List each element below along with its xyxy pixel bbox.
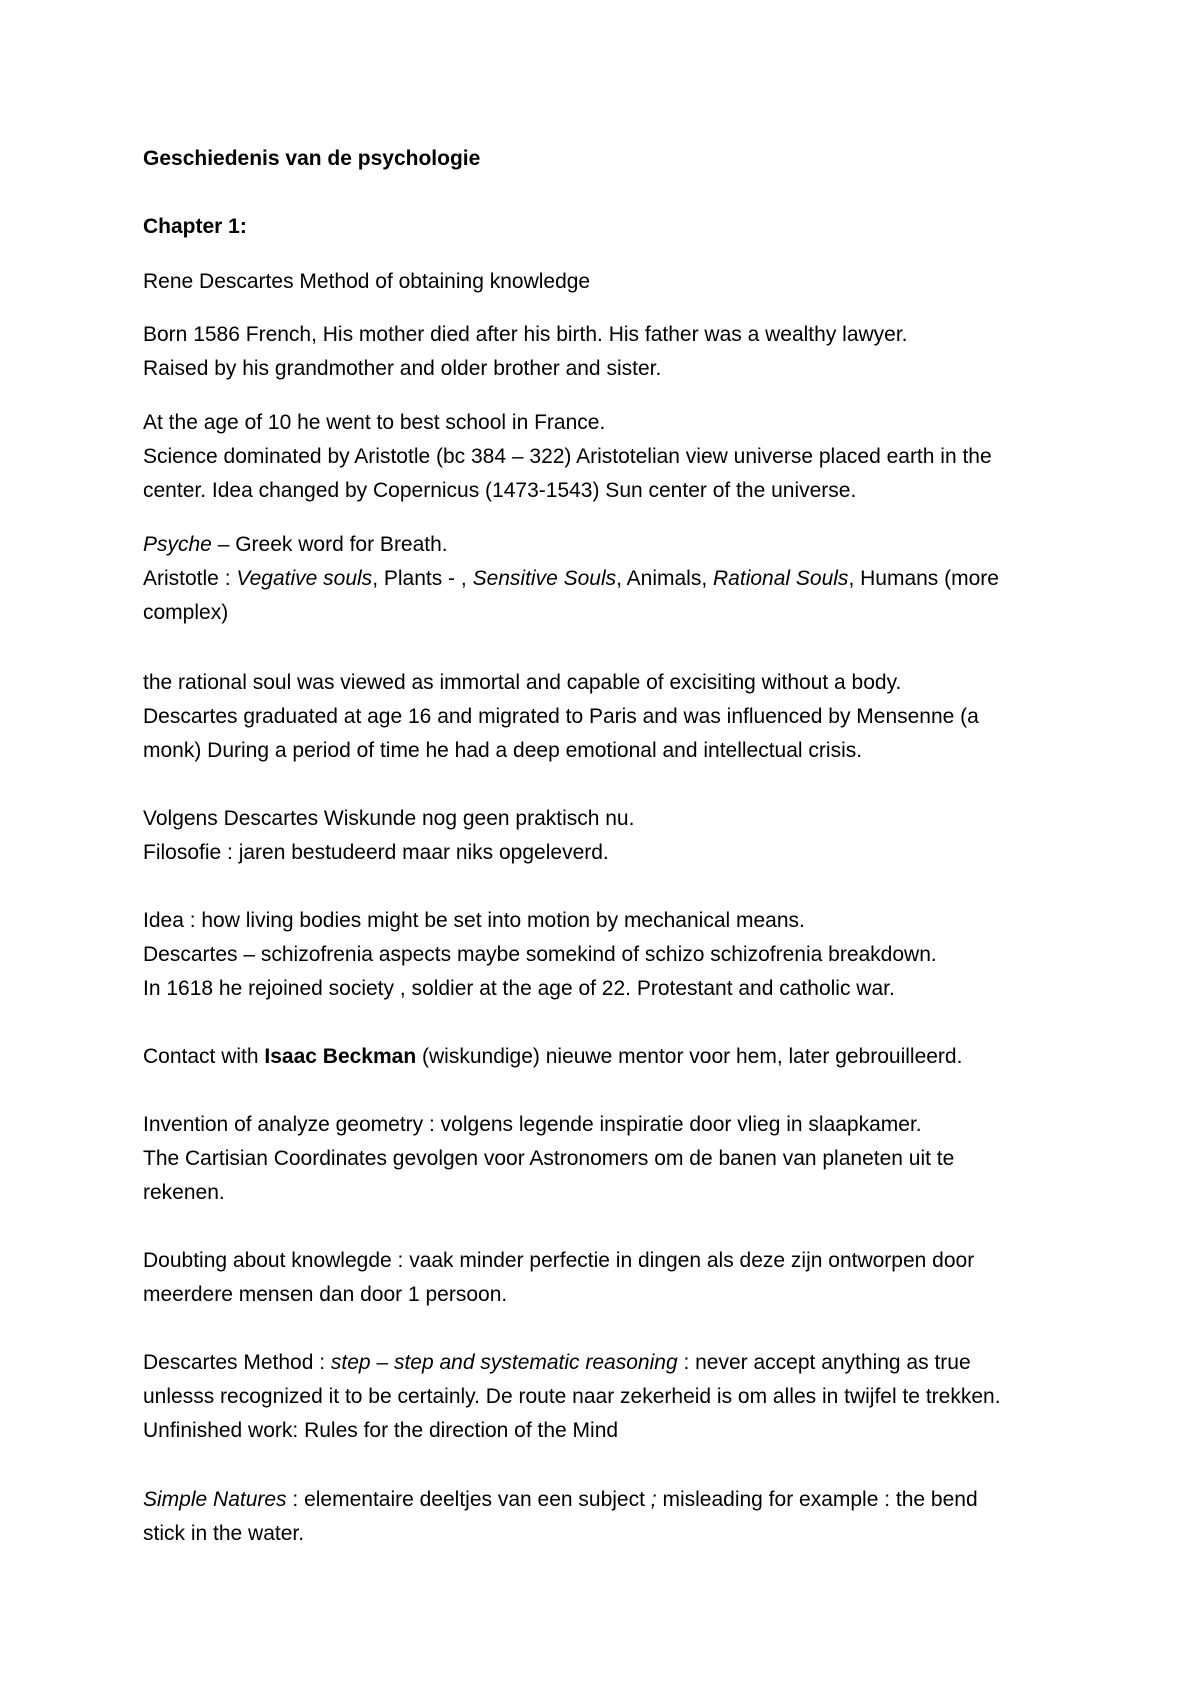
text-run: , Animals, xyxy=(616,567,714,590)
italic-term: Psyche xyxy=(143,533,212,556)
paragraph-line: unlesss recognized it to be certainly. De route naar zekerheid is om alles in twijfel te trekken. xyxy=(143,1385,1001,1408)
paragraph-line xyxy=(143,562,999,596)
paragraph-line: Science dominated by Aristotle (bc 384 – 322) Aristotelian view universe placed earth in the xyxy=(143,445,992,468)
chapter-heading: Chapter 1: xyxy=(143,215,247,238)
paragraph-line xyxy=(143,1483,978,1517)
paragraph-line: In 1618 he rejoined society , soldier at the age of 22. Protestant and catholic war. xyxy=(143,977,895,1000)
paragraph-line: Invention of analyze geometry : volgens legende inspiratie door vlieg in slaapkamer. xyxy=(143,1113,922,1136)
text-run: Aristotle : xyxy=(143,567,237,590)
italic-term: Rational Souls xyxy=(713,567,849,590)
text-run: : never accept anything as true xyxy=(677,1351,971,1374)
paragraph-line: rekenen. xyxy=(143,1181,225,1204)
text-run: (wiskundige) nieuwe mentor voor hem, later gebrouilleerd. xyxy=(416,1045,963,1068)
paragraph-line: stick in the water. xyxy=(143,1522,305,1545)
text-run: – Greek word for Breath. xyxy=(211,533,448,556)
paragraph-line: Descartes – schizofrenia aspects maybe somekind of schizo schizofrenia breakdown. xyxy=(143,943,937,966)
text-run: misleading for example : the bend xyxy=(656,1488,978,1511)
paragraph-line: Idea : how living bodies might be set into motion by mechanical means. xyxy=(143,909,805,932)
paragraph-line: complex) xyxy=(143,601,229,624)
text-run: : elementaire deeltjes van een subject xyxy=(286,1488,651,1511)
paragraph-line xyxy=(143,1040,962,1074)
paragraph-line: the rational soul was viewed as immortal and capable of excisiting without a body. xyxy=(143,671,902,694)
text-run: Contact with xyxy=(143,1045,265,1068)
paragraph-line: Raised by his grandmother and older brother and sister. xyxy=(143,357,662,380)
text-run: Descartes Method : xyxy=(143,1351,331,1374)
text-run: , Humans (more xyxy=(848,567,999,590)
italic-term: Vegative souls xyxy=(236,567,373,590)
section-subtitle: Rene Descartes Method of obtaining knowledge xyxy=(143,270,591,293)
paragraph-line xyxy=(143,1346,971,1380)
italic-term: Sensitive Souls xyxy=(472,567,617,590)
paragraph-line: monk) During a period of time he had a deep emotional and intellectual crisis. xyxy=(143,739,863,762)
italic-term: Simple Natures xyxy=(143,1488,287,1511)
paragraph-line: Doubting about knowlegde : vaak minder perfectie in dingen als deze zijn ontworpen door xyxy=(143,1249,975,1272)
paragraph-line: meerdere mensen dan door 1 persoon. xyxy=(143,1283,508,1306)
paragraph-line: The Cartisian Coordinates gevolgen voor Astronomers om de banen van planeten uit te xyxy=(143,1147,955,1170)
paragraph-line: Filosofie : jaren bestudeerd maar niks opgeleverd. xyxy=(143,841,609,864)
paragraph-line: center. Idea changed by Copernicus (1473-1543) Sun center of the universe. xyxy=(143,479,857,502)
paragraph-line: Born 1586 French, His mother died after his birth. His father was a wealthy lawyer. xyxy=(143,323,908,346)
document-title: Geschiedenis van de psychologie xyxy=(143,147,481,170)
paragraph-line: Unfinished work: Rules for the direction of the Mind xyxy=(143,1419,619,1442)
italic-semicolon: ; xyxy=(650,1488,657,1511)
paragraph-line: Volgens Descartes Wiskunde nog geen praktisch nu. xyxy=(143,807,635,830)
paragraph-line: At the age of 10 he went to best school in France. xyxy=(143,411,606,434)
text-run: , Plants - , xyxy=(372,567,473,590)
paragraph-line: Descartes graduated at age 16 and migrated to Paris and was influenced by Mensenne (a xyxy=(143,705,979,728)
italic-term: step – step and systematic reasoning xyxy=(330,1351,678,1374)
paragraph-line xyxy=(143,528,448,562)
bold-name: Isaac Beckman xyxy=(264,1045,417,1068)
